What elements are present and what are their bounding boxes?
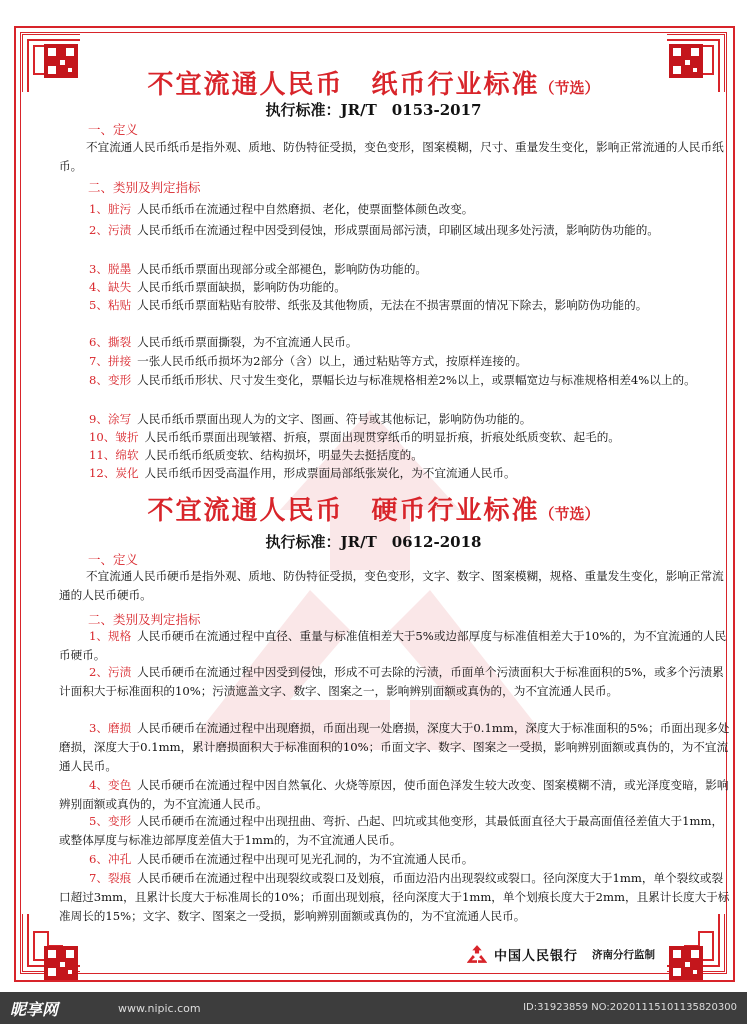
section1-definition-heading: 一、定义 (88, 122, 139, 137)
list-item: 10、皱折 人民币纸币票面出现皱褶、折痕，票面出现贯穿纸币的明显折痕，折痕处纸质变软、起毛的。 (89, 430, 620, 444)
section1-title: 不宜流通人民币 纸币行业标准（节选） (147, 70, 600, 100)
section2-category-heading: 二、类别及判定指标 (88, 612, 201, 627)
bank-name: 中国人民银行 (494, 948, 579, 964)
list-item: 2、污渍 人民币纸币在流通过程中因受到侵蚀，形成票面局部污渍，印刷区域出现多处污渍，影响防伪功能的。 (89, 223, 659, 237)
list-item: 5、变形 人民币硬币在流通过程中出现扭曲、弯折、凸起、凹坑或其他变形，其最低面直径大于最高面值径差值大于1mm，或整体厚度与标准边部厚度差值大于1mm的，为不宜流通人民币。 (59, 814, 724, 847)
image-id: ID:31923859 NO:20201115101135820300 (523, 1002, 737, 1013)
list-item: 11、绵软 人民币纸币纸质变软、结构损坏，明显失去挺括度的。 (89, 448, 423, 462)
section2-definition-text: 不宜流通人民币硬币是指外观、质地、防伪特征受损，变色变形，文字、数字、图案模糊，规格、重量发生变化，影响正常流通的人民币硬币。 (59, 569, 724, 602)
list-item: 6、撕裂 人民币纸币票面撕裂，为不宜流通人民币。 (89, 335, 358, 349)
section2-title: 不宜流通人民币 硬币行业标准（节选） (147, 496, 600, 526)
list-item: 1、脏污 人民币纸币在流通过程中自然磨损、老化，使票面整体颜色改变。 (89, 202, 474, 216)
list-item: 1、规格 人民币硬币在流通过程中直径、重量与标准值相差大于5%或边部厚度与标准值相差大于10%的，为不宜流通的人民币硬币。 (59, 629, 727, 662)
list-item: 7、裂痕 人民币硬币在流通过程中出现裂纹或裂口及划痕，币面边沿内出现裂纹或裂口。径向深度大于1mm，单个裂纹或裂口超过3mm，且累计长度大于标准周长的10%；币面出现划痕，径向深度大于1mm，单个划痕长度大于2mm，且累计长度大于标准周长的15%；文字、数字、图案之一受损，影响辨别面额或真伪的，为不宜流通人民币。 (59, 871, 730, 923)
list-item: 4、变色 人民币硬币在流通过程中因自然氧化、火烧等原因，使币面色泽发生较大改变、图案模糊不清，或光泽度变暗，影响辨别面额或真伪的，为不宜流通人民币。 (59, 778, 729, 811)
list-item: 12、炭化 人民币纸币因受高温作用，形成票面局部纸张炭化，为不宜流通人民币。 (89, 466, 516, 480)
list-item: 5、粘贴 人民币纸币票面粘贴有胶带、纸张及其他物质，无法在不损害票面的情况下除去，影响防伪功能的。 (89, 298, 648, 312)
section2-definition-heading: 一、定义 (88, 552, 139, 567)
section1-standard: 执行标准：JR/T 0153-2017 (265, 101, 482, 119)
list-item: 3、脱墨 人民币纸币票面出现部分或全部褪色，影响防伪功能的。 (89, 262, 428, 276)
footer (466, 944, 655, 964)
section1-definition-text: 不宜流通人民币纸币是指外观、质地、防伪特征受损，变色变形，图案模糊，尺寸、重量发生变化，影响正常流通的人民币纸币。 (59, 140, 724, 173)
section1-category-heading: 二、类别及判定指标 (88, 180, 201, 195)
list-item: 9、涂写 人民币纸币票面出现人为的文字、图画、符号或其他标记，影响防伪功能的。 (89, 412, 532, 426)
list-item: 6、冲孔 人民币硬币在流通过程中出现可见光孔洞的，为不宜流通人民币。 (89, 852, 474, 866)
list-item: 4、缺失 人民币纸币票面缺损，影响防伪功能的。 (89, 280, 346, 294)
qr-code-icon (44, 946, 78, 980)
made-by: 济南分行监制 (592, 948, 656, 961)
watermark-bar (0, 992, 747, 1024)
bank-logo-icon (466, 944, 488, 964)
list-item: 3、磨损 人民币硬币在流通过程中出现磨损，币面出现一处磨损，深度大于0.1mm，深度大于标准面积的5%；币面出现多处磨损，深度大于0.1mm，累计磨损面积大于标准面积的10%；币面文字、数字、图案之一受损，影响辨别面额或真伪的，为不宜流通人民币。 (59, 721, 730, 773)
site-url: www.nipic.com (118, 1002, 201, 1015)
list-item: 2、污渍 人民币硬币在流通过程中因受到侵蚀，形成不可去除的污渍，币面单个污渍面积大于标准面积的5%，或多个污渍累计面积大于标准面积的10%；污渍遮盖文字、数字、图案之一，影响辨别面额或真伪的，为不宜流通人民币。 (59, 665, 724, 698)
site-logo: 昵享网 (10, 1000, 59, 1019)
qr-code-icon (669, 946, 703, 980)
list-item: 8、变形 人民币纸币形状、尺寸发生变化，票幅长边与标准规格相差2%以上，或票幅宽边与标准规格相差4%以上的。 (89, 373, 696, 387)
list-item: 7、拼接 一张人民币纸币损坏为2部分（含）以上，通过粘贴等方式，按原样连接的。 (89, 354, 528, 368)
section2-standard: 执行标准：JR/T 0612-2018 (265, 533, 482, 551)
